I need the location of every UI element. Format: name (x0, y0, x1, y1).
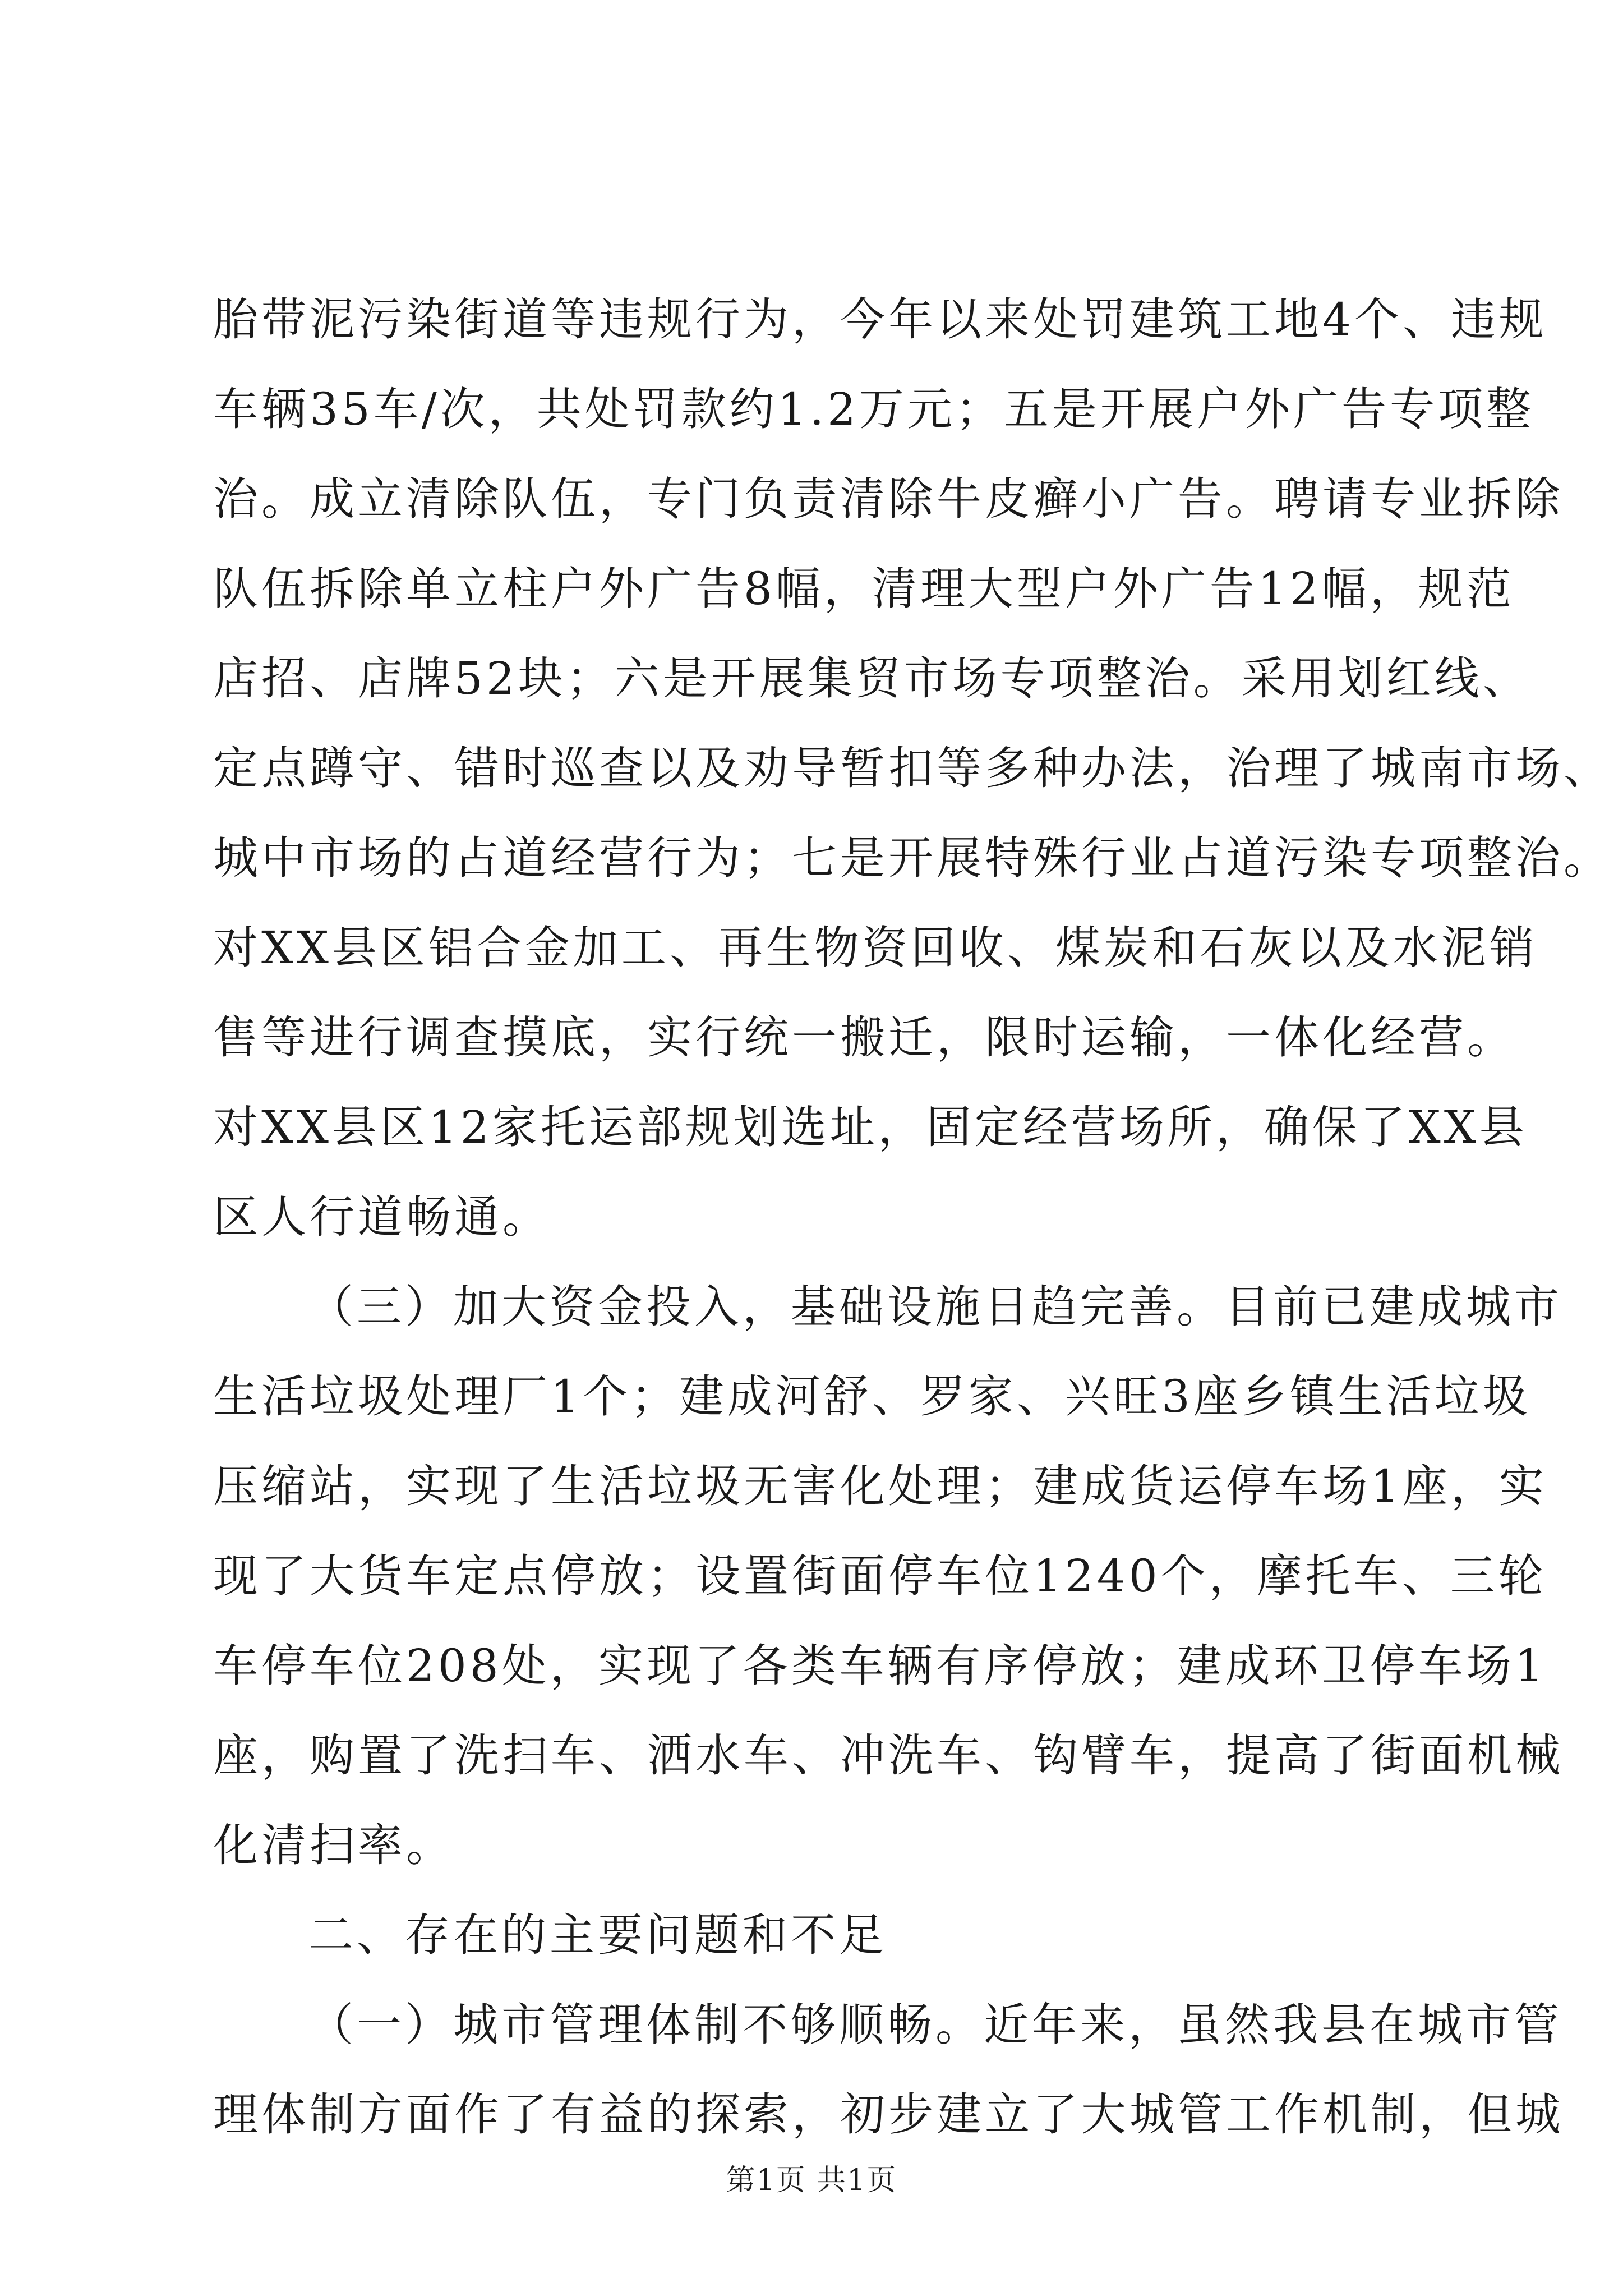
body-text-line: 城中市场的占道经营行为；七是开展特殊行业占道污染专项整治。 (213, 832, 1612, 884)
body-text-line: 定点蹲守、错时巡查以及劝导暂扣等多种办法，治理了城南市场、 (213, 742, 1612, 794)
body-text-line: 座，购置了洗扫车、洒水车、冲洗车、钩臂车，提高了街面机械 (213, 1729, 1564, 1782)
body-text-line: 对XX县区12家托运部规划选址，固定经营场所，确保了XX县 (213, 1101, 1528, 1153)
paragraph-start-line: （一）城市管理体制不够顺畅。近年来，虽然我县在城市管 (308, 1999, 1562, 2051)
body-text-line: 胎带泥污染街道等违规行为，今年以来处罚建筑工地4个、违规 (213, 293, 1547, 346)
body-text-line: 压缩站，实现了生活垃圾无害化处理；建成货运停车场1座，实 (213, 1460, 1547, 1512)
section-heading: 二、存在的主要问题和不足 (308, 1909, 887, 1961)
body-text-line: 售等进行调查摸底，实行统一搬迁，限时运输，一体化经营。 (213, 1011, 1515, 1064)
body-text-line: 区人行道畅通。 (213, 1191, 551, 1243)
body-text-line: 车停车位208处，实现了各类车辆有序停放；建成环卫停车场1 (213, 1640, 1547, 1692)
paragraph-start-line: （三）加大资金投入，基础设施日趋完善。目前已建成城市 (308, 1281, 1562, 1333)
body-text-line: 队伍拆除单立柱户外广告8幅，清理大型户外广告12幅，规范 (213, 563, 1515, 615)
body-text-line: 对XX县区铝合金加工、再生物资回收、煤炭和石灰以及水泥销 (213, 922, 1538, 974)
body-text-line: 治。成立清除队伍，专门负责清除牛皮癣小广告。聘请专业拆除 (213, 473, 1564, 525)
page-footer: 第1页 共1页 (726, 2164, 897, 2197)
body-text-line: 店招、店牌52块；六是开展集贸市场专项整治。采用划红线、 (213, 652, 1531, 705)
body-text-line: 理体制方面作了有益的探索，初步建立了大城管工作机制，但城 (213, 2088, 1564, 2141)
body-text-line: 生活垃圾处理厂1个；建成河舒、罗家、兴旺3座乡镇生活垃圾 (213, 1370, 1531, 1423)
body-text-line: 化清扫率。 (213, 1819, 454, 1871)
body-text-line: 车辆35车/次，共处罚款约1.2万元；五是开展户外广告专项整 (213, 383, 1534, 435)
body-text-line: 现了大货车定点停放；设置街面停车位1240个，摩托车、三轮 (213, 1550, 1547, 1602)
